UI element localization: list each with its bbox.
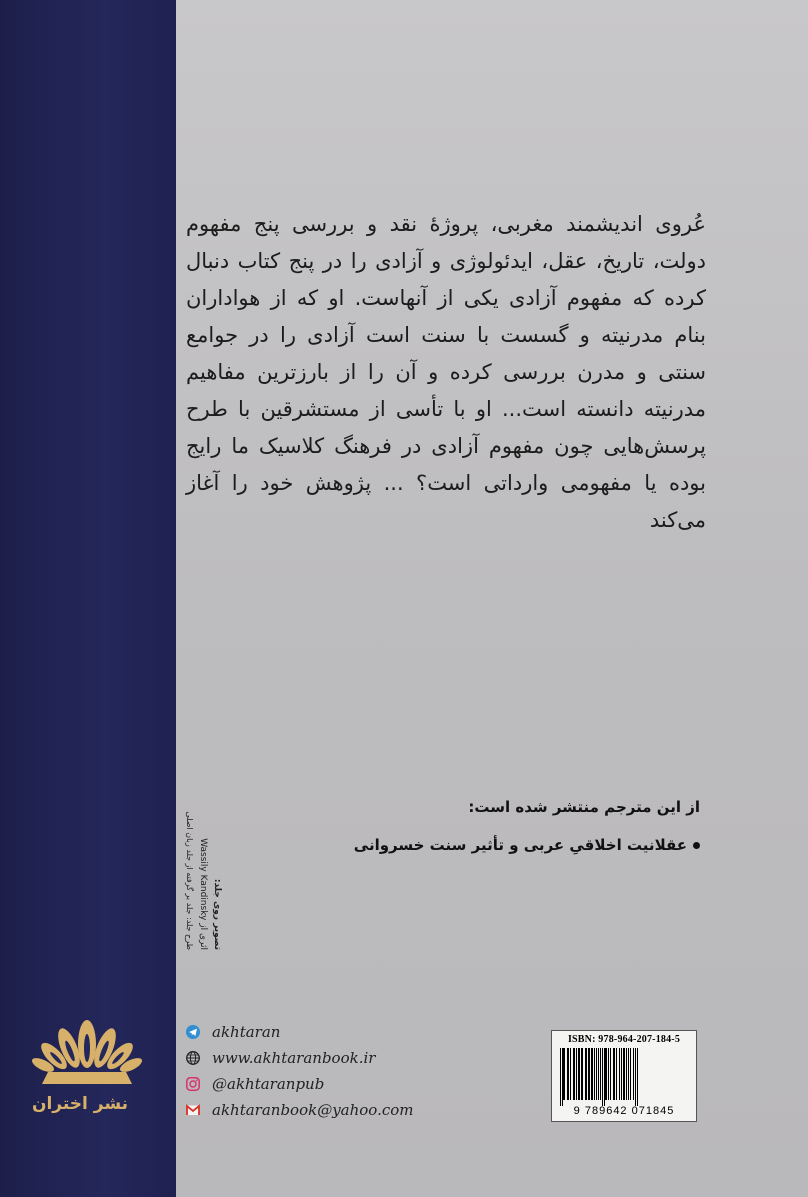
contact-website-text: www.akhtaranbook.ir bbox=[212, 1049, 376, 1067]
publisher-name: نشر اختران bbox=[31, 1094, 129, 1114]
publisher-logo-icon bbox=[28, 1018, 146, 1088]
contact-telegram[interactable] bbox=[186, 1020, 446, 1044]
contact-telegram-text: akhtaran bbox=[212, 1023, 281, 1041]
published-list bbox=[300, 836, 700, 854]
isbn-barcode-box bbox=[551, 1030, 697, 1122]
cover-credit-artist: Wassily Kandinsky اثری از bbox=[198, 838, 208, 950]
back-cover-blurb: عُروی اندیشمند مغربی، پروژۀ نقد و بررسی پنج مفهوم دولت، تاریخ، عقل، ایدئولوژی و آزادی را در پنج کتاب دنبال کرده که مفهوم آزادی یکی از آنهاست. او که از هواداران بنام مدرنیته و گسست با سنت است آزادی را در جوامع سنتی و مدرن بررسی کرده و آن را از بارزترین مفاهیم مدرنیته دانسته است... او با تأسی از مستشرقین با طرح پرسش‌هایی چون مفهوم آزادی در فرهنگ کلاسیک ما رایج بوده یا مفهومی وارداتی است؟ ... پژوهش خود را آغاز می‌کند bbox=[186, 212, 706, 532]
published-item bbox=[300, 836, 700, 854]
published-item-title: عقلانیت اخلاقیِ عربی و تأثیر سنت خسروانی bbox=[353, 836, 687, 854]
barcode-graphic bbox=[558, 1048, 690, 1108]
contact-list bbox=[186, 1020, 446, 1124]
cover-credit bbox=[168, 790, 228, 950]
cover-credit-title: تصویر روی جلد: bbox=[212, 878, 222, 950]
contact-website[interactable] bbox=[186, 1046, 446, 1070]
telegram-icon bbox=[186, 1025, 200, 1039]
published-heading: از این مترجم منتشر شده است: bbox=[468, 798, 700, 816]
isbn-label: ISBN: 978-964-207-184-5 bbox=[567, 1034, 681, 1045]
cover-credit-note: طرح جلد: جلد بر گرفته از جلد زبان اصلی bbox=[185, 811, 194, 950]
contact-email[interactable] bbox=[186, 1098, 446, 1122]
bullet-icon bbox=[693, 842, 700, 849]
contact-instagram-text: @akhtaranpub bbox=[212, 1075, 325, 1093]
contact-instagram[interactable] bbox=[186, 1072, 446, 1096]
instagram-icon bbox=[186, 1077, 200, 1091]
contact-email-text: akhtaranbook@yahoo.com bbox=[212, 1101, 414, 1119]
barcode-number: 9 789642 071845 bbox=[573, 1105, 675, 1117]
gmail-icon bbox=[186, 1103, 200, 1117]
globe-icon bbox=[186, 1051, 200, 1065]
